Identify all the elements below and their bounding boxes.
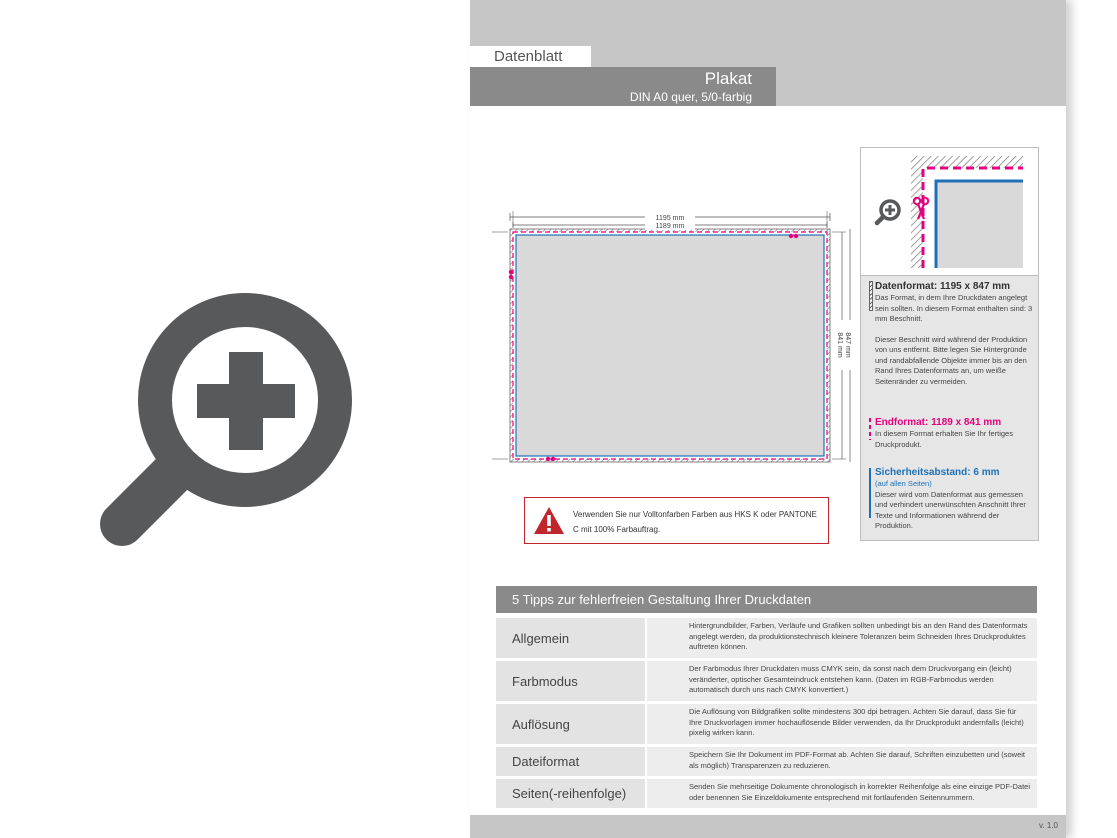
tip-row [496, 779, 1037, 808]
tip-text: Senden Sie mehrseitige Dokumente chronologisch in korrekter Reihenfolge als eine einzige PDF-Datei oder benennen Sie Einzeldokumente entsprechend mit fortlaufenden Seitennummern. [647, 779, 1037, 808]
tip-text: Der Farbmodus Ihrer Druckdaten muss CMYK sein, da sonst nach dem Druckvorgang ein (leicht) veränderter, optischer Gesamteindruck entstehen kann. (Daten im RGB-Farbmodus werden automatisch durch uns nach CMYK konvertiert.) [647, 661, 1037, 701]
endformat-title: Endformat: 1189 x 841 mm [875, 417, 1002, 428]
width-inner-label: 1189 mm [655, 223, 685, 230]
product-title: Plakat [704, 69, 752, 88]
warning-text: Verwenden Sie nur Volltonfarben Farben aus HKS K oder PANTONE C mit 100% Farbauftrag. [573, 510, 817, 534]
detail-zoom-box [861, 148, 1038, 276]
tip-text: Hintergrundbilder, Farben, Verläufe und Grafiken sollten unbedingt bis an den Rand des Datenformats angelegt werden, da produktionstechnisch kleinere Toleranzen beim Schneiden Ihres Druckproduktes auftreten können. [647, 618, 1037, 658]
tip-row [496, 747, 1037, 776]
tip-row [496, 661, 1037, 701]
safety-line [516, 235, 824, 456]
sicherheitsabstand-text: Dieser wird vom Datenformat aus gemessen und verhindert unerwünschten Anschnitt Ihrer Texte und Informationen während der Produktion. [875, 489, 1026, 530]
footer-bar [470, 815, 1066, 838]
datenformat-title: Datenformat: 1195 x 847 mm [875, 281, 1011, 292]
tip-label: Dateiformat [496, 747, 645, 776]
height-inner-label: 841 mm [836, 332, 843, 358]
tip-label: Allgemein [496, 618, 645, 658]
sicherheitsabstand-section [869, 466, 1034, 532]
tip-label: Farbmodus [496, 661, 645, 701]
sicherheitsabstand-title: Sicherheitsabstand: 6 mm [875, 467, 1000, 478]
endformat-section [869, 416, 1034, 450]
tip-row [496, 618, 1037, 658]
version-label: v. 1.0 [1039, 821, 1058, 830]
datenformat-section [869, 280, 1034, 387]
zoom-in-icon[interactable] [100, 288, 370, 558]
tip-label: Auflösung [496, 704, 645, 744]
tip-text: Speichern Sie Ihr Dokument im PDF-Format ab. Achten Sie darauf, Schriften einzubetten und (soweit als möglich) Transparenzen zu reduzieren. [647, 747, 1037, 776]
info-panel [860, 147, 1039, 541]
tip-text: Die Auflösung von Bildgrafiken sollte mindestens 300 dpi betragen. Achten Sie darauf, dass Sie für Ihre Druckvorlagen immer hochauflösende Bilder verwenden, da Ihr Druckprodukt andernfalls (leicht) pixelig wirken kann. [647, 704, 1037, 744]
data-sheet [470, 0, 1066, 838]
zoom-in-icon [873, 198, 903, 228]
tips-title: 5 Tipps zur fehlerfreien Gestaltung Ihrer Druckdaten [496, 586, 1037, 613]
endformat-text: In diesem Format erhalten Sie Ihr fertiges Druckprodukt. [875, 429, 1013, 449]
sicherheitsabstand-note: (auf allen Seiten) [875, 479, 932, 488]
datenformat-note: Dieser Beschnitt wird während der Produktion von uns entfernt. Bitte legen Sie Hintergründe und randabfallende Objekte immer bis an den Rand Ihres Datenformats an, um weiße Seitenränder zu vermeiden. [875, 334, 1028, 386]
height-outer-label: 847 mm [844, 332, 851, 358]
tip-label: Seiten(-reihenfolge) [496, 779, 645, 808]
format-diagram [490, 205, 860, 470]
datenblatt-tag: Datenblatt [470, 46, 591, 67]
product-subtitle: DIN A0 quer, 5/0-farbig [629, 90, 752, 104]
datenformat-text: Das Format, in dem Ihre Druckdaten angelegt sein sollten. In diesem Format enthalten sind: 3 mm Beschnitt. [875, 293, 1033, 323]
title-bar [470, 67, 776, 106]
warning-box [524, 497, 829, 544]
tip-row [496, 704, 1037, 744]
width-outer-label: 1195 mm [655, 215, 685, 222]
scissors-icon [912, 196, 930, 220]
sheet-header [470, 0, 1066, 106]
warning-icon [533, 506, 565, 535]
